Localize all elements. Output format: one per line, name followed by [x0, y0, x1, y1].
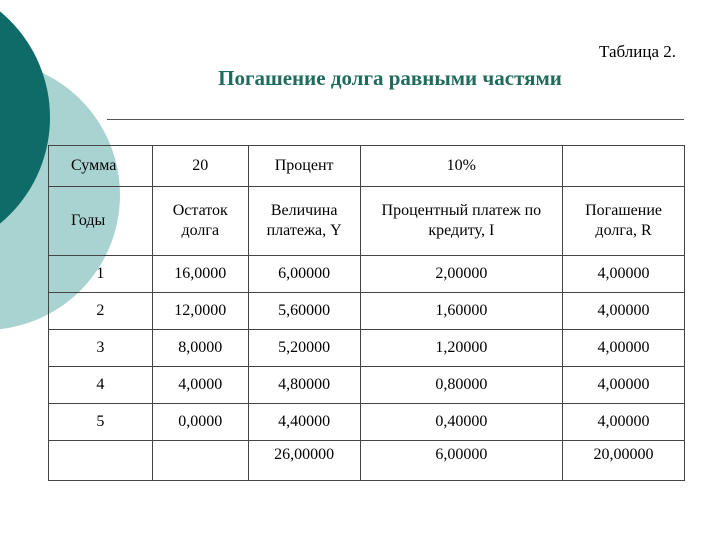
- table-cell: [563, 146, 685, 187]
- table-cell: 4,00000: [563, 256, 685, 293]
- table-cell: 0,0000: [152, 404, 248, 441]
- title-underline: [107, 119, 684, 120]
- table-header-row: [49, 187, 685, 256]
- table-cell: Сумма: [49, 146, 153, 187]
- table-cell: 5,60000: [248, 293, 360, 330]
- table-cell: 4,80000: [248, 367, 360, 404]
- table-cell: 1,20000: [360, 330, 563, 367]
- table-cell: Процент: [248, 146, 360, 187]
- table-cell: 4,00000: [563, 293, 685, 330]
- page-title: Погашение долга равными частями: [218, 66, 562, 90]
- table-cell: 4,0000: [152, 367, 248, 404]
- table-cell: 6,00000: [248, 256, 360, 293]
- table-cell: 3: [49, 330, 153, 367]
- table-cell: 4,00000: [563, 330, 685, 367]
- table-row: [49, 404, 685, 441]
- table-cell: 1: [49, 256, 153, 293]
- table-cell: 0,40000: [360, 404, 563, 441]
- table-row-summary: [49, 146, 685, 187]
- total-cell: 20,00000: [563, 441, 685, 481]
- table-row: [49, 256, 685, 293]
- table-cell: 8,0000: [152, 330, 248, 367]
- table-cell: 12,0000: [152, 293, 248, 330]
- column-header: Остаток долга: [152, 187, 248, 256]
- table-cell: [49, 441, 153, 481]
- table-row: [49, 293, 685, 330]
- table-cell: 0,80000: [360, 367, 563, 404]
- table-cell: 16,0000: [152, 256, 248, 293]
- table-cell: 5: [49, 404, 153, 441]
- total-cell: 26,00000: [248, 441, 360, 481]
- table-row: [49, 330, 685, 367]
- total-cell: 6,00000: [360, 441, 563, 481]
- column-header: Величина платежа, Y: [248, 187, 360, 256]
- table-cell: [152, 441, 248, 481]
- table-cell: 2: [49, 293, 153, 330]
- table-cell: 4: [49, 367, 153, 404]
- table-cell: 2,00000: [360, 256, 563, 293]
- table-cell: 4,00000: [563, 367, 685, 404]
- column-header: Погашение долга, R: [563, 187, 685, 256]
- table-cell: 10%: [360, 146, 563, 187]
- table-cell: 20: [152, 146, 248, 187]
- table-cell: 4,40000: [248, 404, 360, 441]
- column-header: Годы: [49, 187, 153, 256]
- column-header: Процентный платеж по кредиту, I: [360, 187, 563, 256]
- table-caption: Таблица 2.: [599, 42, 676, 61]
- repayment-table: [48, 145, 685, 481]
- table-row-totals: [49, 441, 685, 481]
- table-row: [49, 367, 685, 404]
- table-cell: 5,20000: [248, 330, 360, 367]
- table-cell: 1,60000: [360, 293, 563, 330]
- table-cell: 4,00000: [563, 404, 685, 441]
